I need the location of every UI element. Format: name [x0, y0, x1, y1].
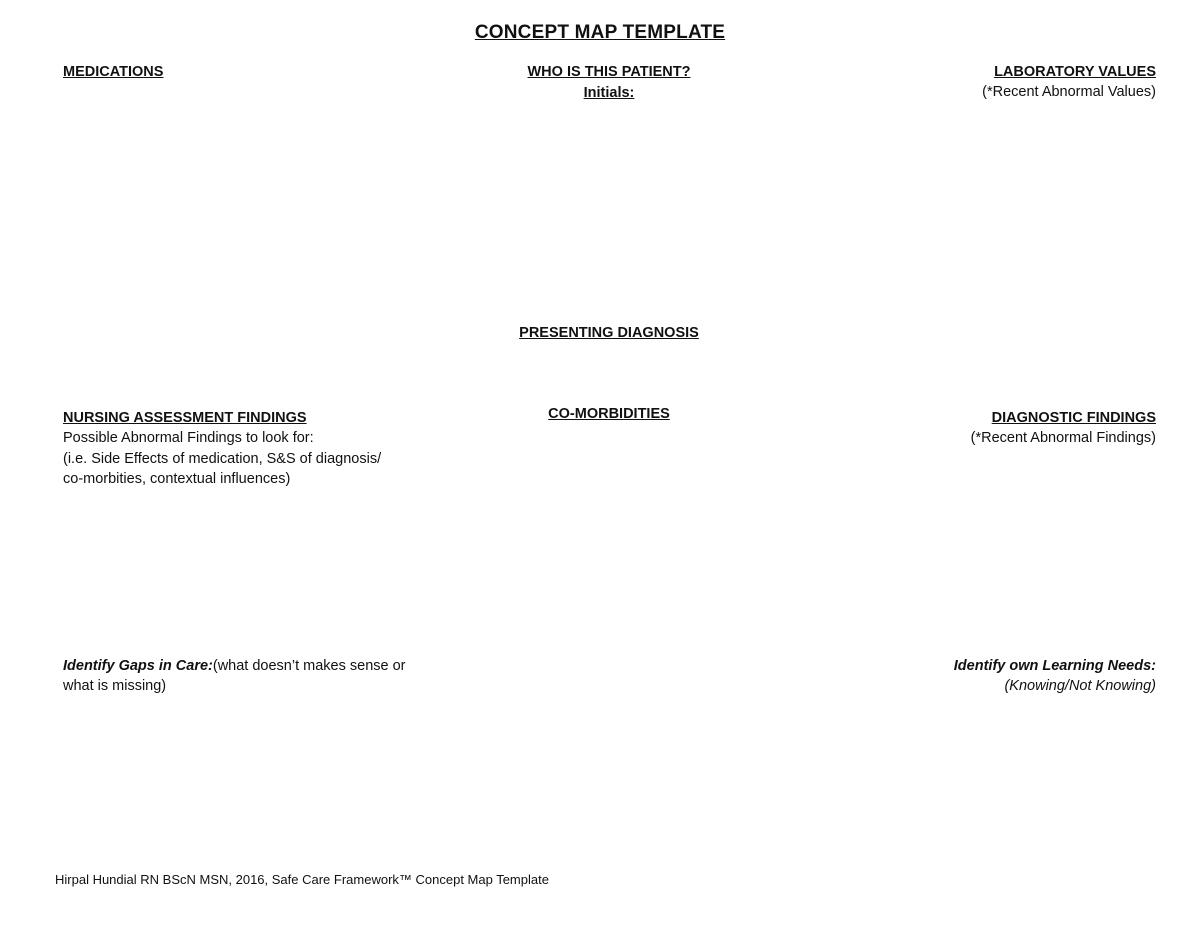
presenting-diagnosis-heading: PRESENTING DIAGNOSIS — [519, 325, 699, 341]
page-title: CONCEPT MAP TEMPLATE — [474, 22, 726, 43]
nursing-assessment-heading: NURSING ASSESSMENT FINDINGS — [63, 410, 307, 426]
nursing-assessment-line: (i.e. Side Effects of medication, S&S of diagnosis/ — [63, 450, 382, 467]
footer-credit: Hirpal Hundial RN BScN MSN, 2016, Safe Care Framework™ Concept Map Template — [55, 872, 549, 887]
nursing-assessment-line: co-morbities, contextual influences) — [63, 471, 291, 487]
laboratory-heading: LABORATORY VALUES — [994, 64, 1156, 80]
diagnostic-findings-heading: DIAGNOSTIC FINDINGS — [991, 410, 1156, 426]
diagnostic-findings-note: (*Recent Abnormal Findings) — [970, 430, 1156, 446]
gaps-in-care-line2: what is missing) — [63, 678, 167, 694]
gaps-in-care-text: (what doesn’t makes sense or — [212, 658, 406, 674]
learning-needs-label: Identify own Learning Needs: — [953, 658, 1156, 674]
gaps-in-care-label: Identify Gaps in Care: — [63, 658, 213, 674]
learning-needs-note: (Knowing/Not Knowing) — [1004, 678, 1156, 694]
nursing-assessment-line: Possible Abnormal Findings to look for: — [63, 430, 314, 446]
gaps-in-care-line1 — [63, 656, 406, 677]
comorbidities-heading: CO-MORBIDITIES — [548, 406, 670, 422]
laboratory-note: (*Recent Abnormal Values) — [982, 84, 1156, 100]
medications-heading: MEDICATIONS — [63, 64, 164, 80]
patient-heading: WHO IS THIS PATIENT? — [527, 64, 691, 80]
patient-initials-label: Initials: — [583, 85, 635, 101]
